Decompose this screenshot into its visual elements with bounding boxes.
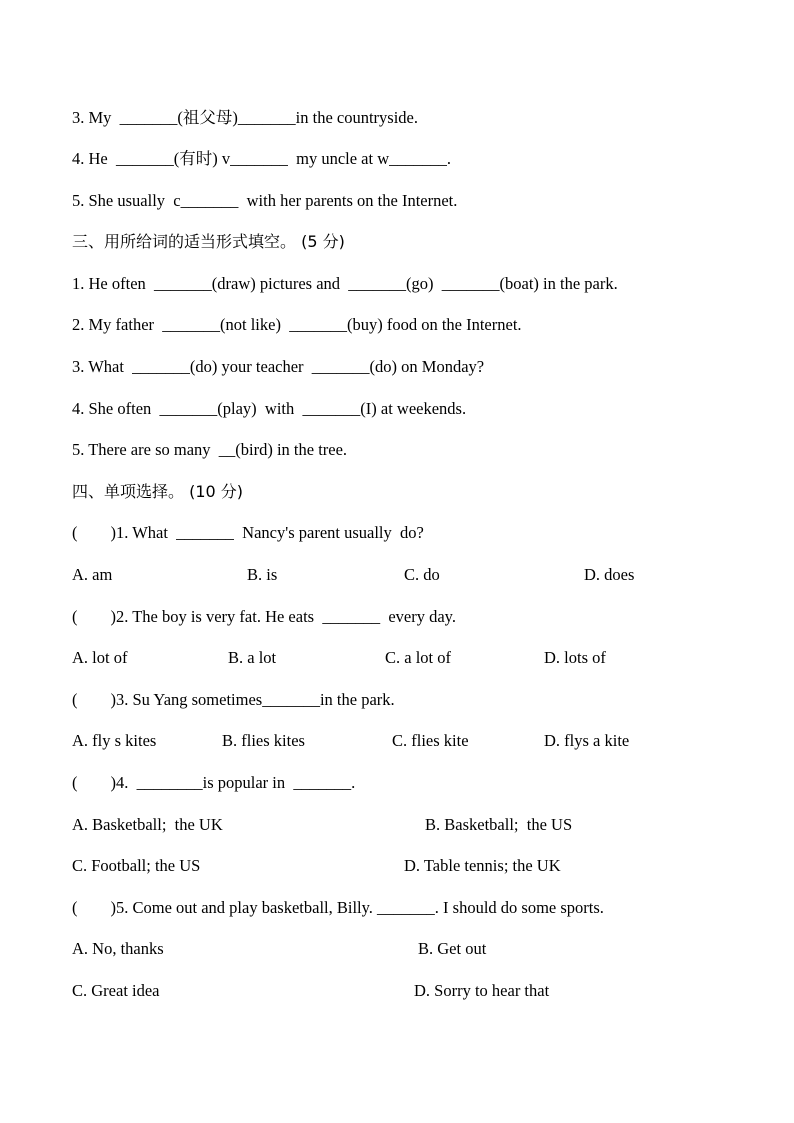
option-b: B. Get out (418, 939, 487, 958)
option-c: C. do (404, 565, 440, 584)
fill-item-3: 3. My _______(祖父母)_______in the countryside. (72, 108, 419, 127)
question-5-options-row2 (0, 981, 794, 1001)
question-3-stem: ( )3. Su Yang sometimes_______in the park. (72, 690, 395, 709)
option-a: A. am (72, 565, 113, 584)
question-2-stem: ( )2. The boy is very fat. He eats _______ every day. (72, 607, 456, 626)
question-2-options (0, 648, 794, 668)
section3-item-3: 3. What _______(do) your teacher _______(do) on Monday? (72, 357, 485, 376)
section3-item-5: 5. There are so many __(bird) in the tree. (72, 440, 348, 459)
option-d: D. Table tennis; the UK (404, 856, 561, 875)
question-4-stem: ( )4. ________is popular in _______. (72, 773, 356, 792)
section3-item-1: 1. He often _______(draw) pictures and _______(go) _______(boat) in the park. (72, 274, 618, 293)
option-d: D. lots of (544, 648, 606, 667)
option-c: C. Great idea (72, 981, 160, 1000)
option-c: C. flies kite (392, 731, 469, 750)
option-a: A. fly s kites (72, 731, 157, 750)
option-b: B. Basketball; the US (425, 815, 573, 834)
section4-heading: 四、单项选择。 (10 分) (72, 482, 244, 501)
fill-item-4: 4. He _______(有时) v_______ my uncle at w_______. (72, 149, 451, 168)
fill-item-5: 5. She usually c_______ with her parents on the Internet. (72, 191, 458, 210)
section3-item-4: 4. She often _______(play) with _______(I) at weekends. (72, 399, 467, 418)
question-5-options-row1 (0, 939, 794, 959)
option-a: A. lot of (72, 648, 128, 667)
question-4-options-row1 (0, 815, 794, 835)
question-5-stem: ( )5. Come out and play basketball, Billy. _______. I should do some sports. (72, 898, 604, 917)
question-1-options (0, 565, 794, 585)
option-c: C. a lot of (385, 648, 451, 667)
section3-item-2: 2. My father _______(not like) _______(buy) food on the Internet. (72, 315, 522, 334)
option-d: D. Sorry to hear that (414, 981, 550, 1000)
option-d: D. flys a kite (544, 731, 630, 750)
question-1-stem: ( )1. What _______ Nancy's parent usually do? (72, 523, 424, 542)
option-a: A. Basketball; the UK (72, 815, 223, 834)
option-a: A. No, thanks (72, 939, 164, 958)
question-3-options (0, 731, 794, 751)
question-4-options-row2 (0, 856, 794, 876)
option-b: B. is (247, 565, 278, 584)
option-c: C. Football; the US (72, 856, 201, 875)
option-b: B. flies kites (222, 731, 305, 750)
section3-heading: 三、用所给词的适当形式填空。 (5 分) (72, 232, 345, 251)
option-d: D. does (584, 565, 635, 584)
option-b: B. a lot (228, 648, 277, 667)
